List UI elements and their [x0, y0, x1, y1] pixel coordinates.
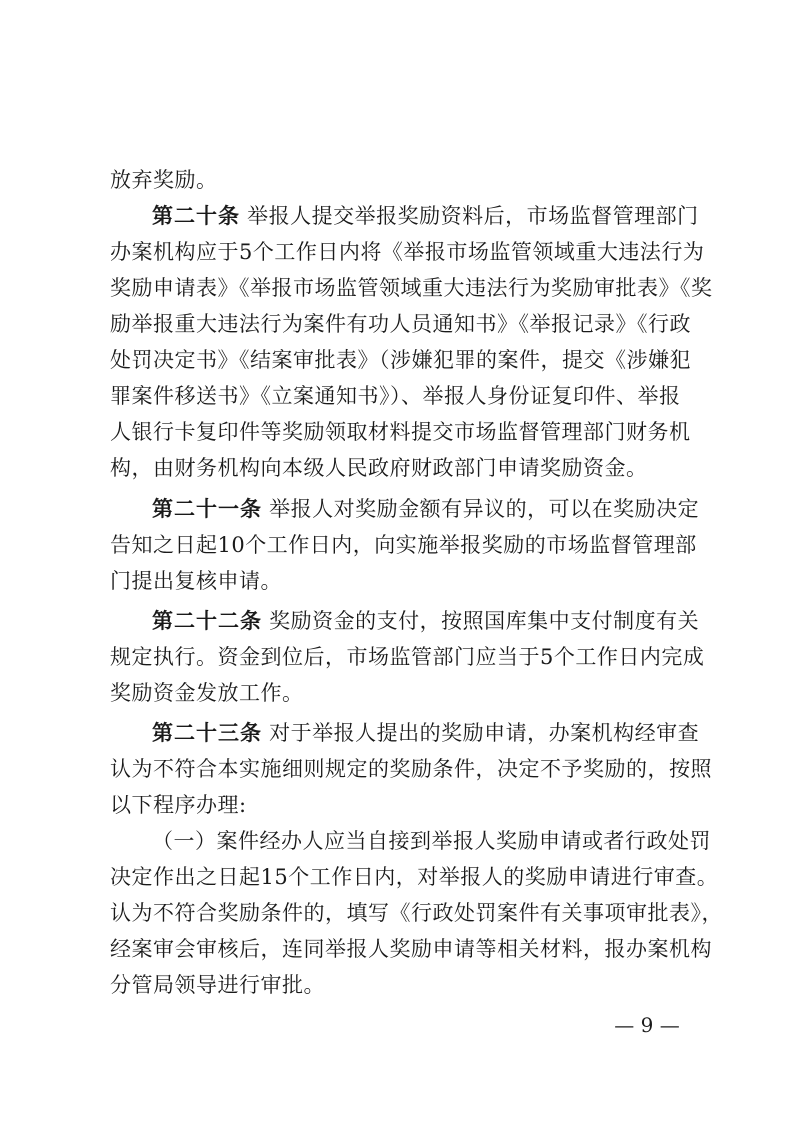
- paragraph-line: 认为不符合本实施细则规定的奖励条件，决定不予奖励的，按照: [110, 757, 712, 781]
- paragraph-line: 告知之日起10个工作日内，向实施举报奖励的市场监督管理部: [110, 533, 697, 557]
- article-text: 举报人对奖励金额有异议的，可以在奖励决定: [262, 497, 700, 521]
- paragraph-line: 构，由财务机构向本级人民政府财政部门申请奖励资金。: [110, 456, 648, 480]
- paragraph-line: 奖励申请表》《举报市场监管领域重大违法行为奖励审批表》《奖: [110, 276, 713, 300]
- article-heading: 第二十二条: [152, 609, 262, 633]
- paragraph-line: 罪案件移送书》《立案通知书》）、举报人身份证复印件、举报: [110, 384, 681, 408]
- paragraph-line: 励举报重大违法行为案件有功人员通知书》《举报记录》《行政: [110, 312, 691, 336]
- paragraph-line: 门提出复核申请。: [110, 569, 282, 593]
- article-text: 奖励资金的支付，按照国库集中支付制度有关: [262, 609, 700, 633]
- paragraph-line: 处罚决定书》《结案审批表》（涉嫌犯罪的案件，提交《涉嫌犯: [110, 348, 691, 372]
- paragraph-line: 决定作出之日起15个工作日内，对举报人的奖励申请进行审查。: [110, 865, 719, 889]
- paragraph-line: 规定执行。资金到位后，市场监管部门应当于5个工作日内完成: [110, 645, 705, 669]
- article-text: 举报人提交举报奖励资料后，市场监督管理部门: [240, 204, 699, 228]
- article-text: 对于举报人提出的奖励申请，办案机构经审查: [262, 721, 700, 745]
- article-heading: 第二十三条: [152, 721, 262, 745]
- paragraph-line: 人银行卡复印件等奖励领取材料提交市场监督管理部门财务机: [110, 420, 691, 444]
- paragraph-line: 认为不符合奖励条件的，填写《行政处罚案件有关事项审批表》，: [110, 901, 723, 925]
- paragraph-line: （一）案件经办人应当自接到举报人奖励申请或者行政处罚: [152, 829, 711, 853]
- article-heading: 第二十一条: [152, 497, 262, 521]
- article-heading: 第二十条: [152, 204, 240, 228]
- paragraph-line: 分管局领导进行审批。: [110, 973, 325, 997]
- paragraph-line: 奖励资金发放工作。: [110, 681, 304, 705]
- page-number: — 9 —: [614, 1013, 680, 1037]
- paragraph-line: 办案机构应于5个工作日内将《举报市场监管领域重大违法行为: [110, 240, 705, 264]
- paragraph-line: 放弃奖励。: [110, 168, 218, 192]
- paragraph-line: 经案审会审核后，连同举报人奖励申请等相关材料，报办案机构: [110, 937, 712, 961]
- article-22-line: [152, 606, 712, 636]
- article-23-line: [152, 718, 712, 748]
- paragraph-line: 以下程序办理:: [110, 793, 247, 817]
- article-20-line: [152, 201, 712, 231]
- article-21-line: [152, 494, 712, 524]
